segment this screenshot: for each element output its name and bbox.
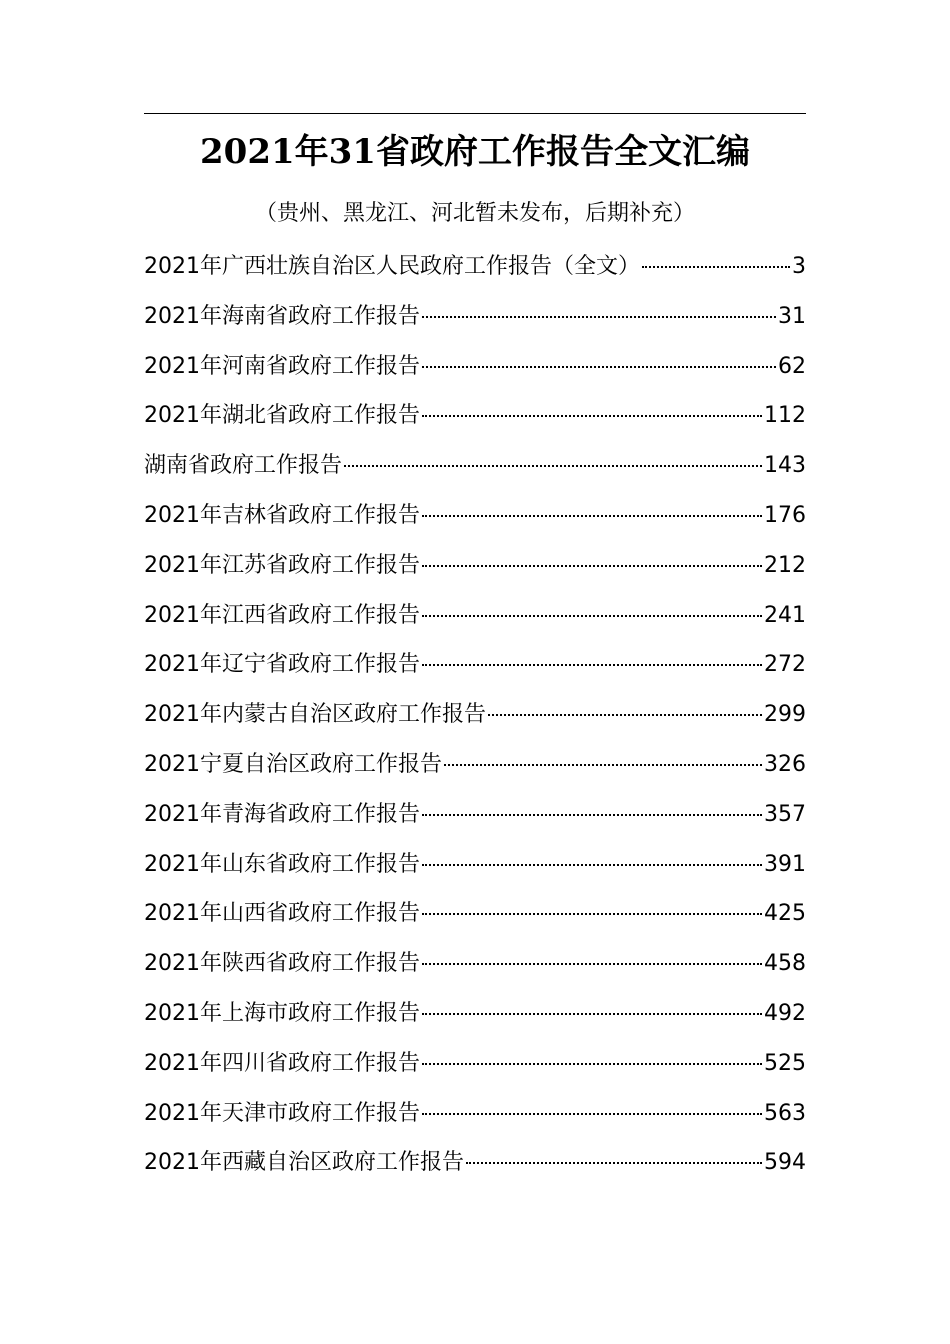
toc-entry[interactable] — [144, 498, 806, 548]
toc-dot-leader — [422, 963, 762, 965]
toc-entry-label: 2021年山东省政府工作报告 — [144, 851, 420, 877]
toc-entry[interactable] — [144, 1145, 806, 1195]
toc-entry-label: 2021年江西省政府工作报告 — [144, 602, 420, 628]
toc-dot-leader — [422, 316, 776, 318]
toc-entry-page: 176 — [764, 502, 806, 528]
toc-entry-page: 3 — [792, 254, 806, 279]
toc-dot-leader — [422, 615, 762, 617]
toc-entry-label: 湖南省政府工作报告 — [144, 453, 343, 479]
toc-dot-leader — [422, 515, 762, 517]
toc-entry-page: 241 — [764, 602, 806, 628]
table-of-contents — [144, 249, 806, 1195]
toc-entry-page: 458 — [764, 951, 806, 977]
toc-dot-leader — [466, 1162, 762, 1164]
toc-entry-label: 2021年陕西省政府工作报告 — [144, 951, 420, 977]
toc-dot-leader — [422, 1013, 762, 1015]
toc-entry[interactable] — [144, 349, 806, 399]
toc-entry[interactable] — [144, 548, 806, 598]
toc-entry-label: 2021年辽宁省政府工作报告 — [144, 652, 420, 678]
document-subtitle: （贵州、黑龙江、河北暂未发布，后期补充） — [254, 201, 695, 226]
toc-entry-page: 326 — [764, 751, 806, 777]
toc-entry-label: 2021年西藏自治区政府工作报告 — [144, 1150, 464, 1176]
toc-dot-leader — [422, 415, 762, 417]
toc-entry-page: 272 — [764, 652, 806, 678]
toc-dot-leader — [444, 764, 762, 766]
toc-entry-page: 31 — [778, 303, 806, 329]
toc-dot-leader — [642, 266, 790, 268]
header-rule — [144, 113, 806, 114]
toc-entry[interactable] — [144, 647, 806, 697]
toc-dot-leader — [422, 664, 762, 666]
toc-dot-leader — [422, 814, 762, 816]
toc-entry-label: 2021年江苏省政府工作报告 — [144, 552, 420, 578]
toc-entry-page: 391 — [764, 851, 806, 877]
toc-entry-page: 492 — [764, 1000, 806, 1026]
toc-dot-leader — [422, 366, 776, 368]
toc-entry[interactable] — [144, 896, 806, 946]
document-title: 2021年31省政府工作报告全文汇编 — [200, 132, 750, 172]
toc-entry-label: 2021年山西省政府工作报告 — [144, 901, 420, 927]
toc-dot-leader — [344, 465, 762, 467]
toc-entry-page: 425 — [764, 901, 806, 927]
toc-entry-page: 62 — [778, 353, 806, 379]
toc-entry[interactable] — [144, 847, 806, 897]
toc-dot-leader — [422, 1063, 762, 1065]
toc-entry[interactable] — [144, 299, 806, 349]
toc-entry-label: 2021年天津市政府工作报告 — [144, 1100, 420, 1126]
toc-entry-label: 2021宁夏自治区政府工作报告 — [144, 751, 442, 777]
toc-entry[interactable] — [144, 448, 806, 498]
toc-entry-label: 2021年广西壮族自治区人民政府工作报告（全文） — [144, 254, 640, 279]
toc-entry-label: 2021年四川省政府工作报告 — [144, 1050, 420, 1076]
toc-entry-label: 2021年湖北省政府工作报告 — [144, 403, 420, 429]
toc-entry[interactable] — [144, 249, 806, 299]
toc-entry[interactable] — [144, 1096, 806, 1146]
toc-entry-page: 112 — [764, 403, 806, 429]
toc-entry-label: 2021年海南省政府工作报告 — [144, 303, 420, 329]
toc-entry[interactable] — [144, 1046, 806, 1096]
toc-entry-page: 299 — [764, 702, 806, 728]
toc-entry-page: 143 — [764, 453, 806, 479]
toc-entry-label: 2021年河南省政府工作报告 — [144, 353, 420, 379]
toc-entry-label: 2021年上海市政府工作报告 — [144, 1000, 420, 1026]
toc-entry[interactable] — [144, 697, 806, 747]
toc-dot-leader — [422, 913, 762, 915]
toc-entry[interactable] — [144, 797, 806, 847]
toc-entry-page: 212 — [764, 552, 806, 578]
toc-dot-leader — [422, 864, 762, 866]
toc-entry-page: 525 — [764, 1050, 806, 1076]
toc-entry[interactable] — [144, 996, 806, 1046]
toc-entry[interactable] — [144, 398, 806, 448]
toc-entry-label: 2021年内蒙古自治区政府工作报告 — [144, 702, 486, 728]
toc-entry-page: 563 — [764, 1100, 806, 1126]
toc-entry-page: 594 — [764, 1150, 806, 1176]
toc-entry-page: 357 — [764, 801, 806, 827]
toc-entry[interactable] — [144, 598, 806, 648]
toc-entry[interactable] — [144, 747, 806, 797]
toc-dot-leader — [422, 1113, 762, 1115]
toc-entry-label: 2021年吉林省政府工作报告 — [144, 502, 420, 528]
toc-entry-label: 2021年青海省政府工作报告 — [144, 801, 420, 827]
toc-dot-leader — [422, 565, 762, 567]
toc-entry[interactable] — [144, 946, 806, 996]
toc-dot-leader — [488, 714, 762, 716]
